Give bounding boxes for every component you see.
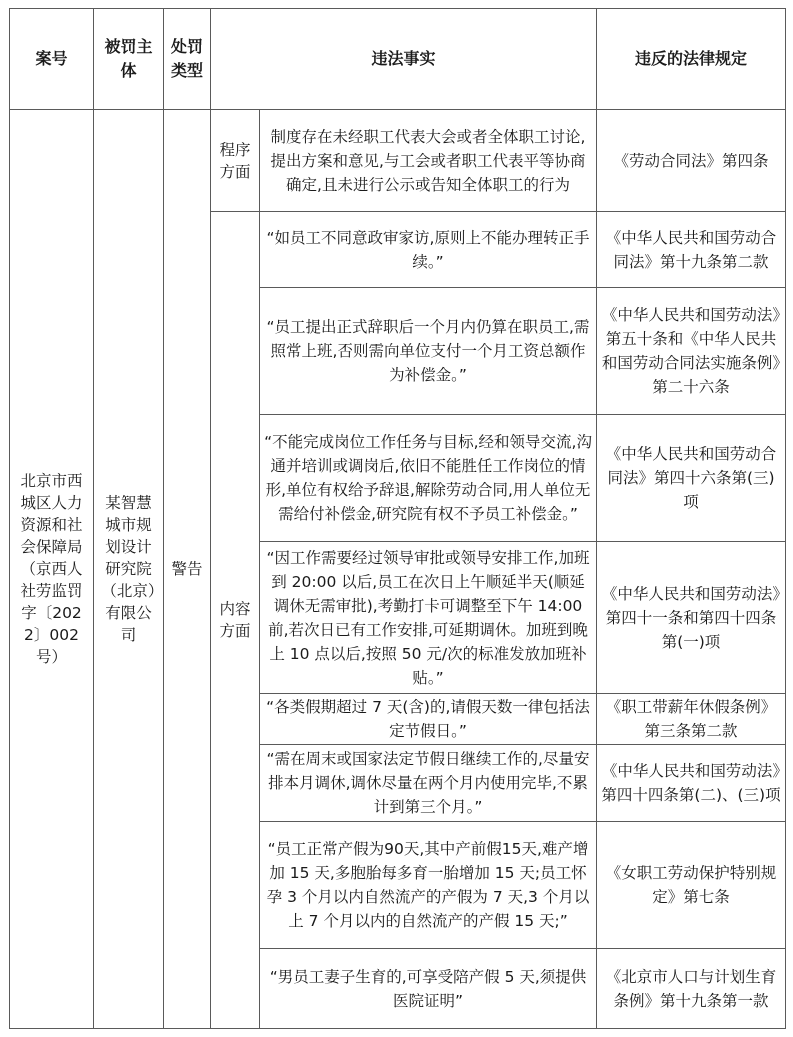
fact-cell: “各类假期超过 7 天(含)的,请假天数一律包括法定节假日。” <box>260 694 597 745</box>
penalty-table <box>9 8 786 1029</box>
category-content: 内容方面 <box>211 212 260 1029</box>
header-punishment-type: 处罚类型 <box>164 9 211 110</box>
case-number-cell: 北京市西城区人力资源和社会保障局（京西人社劳监罚字〔2022〕002号） <box>10 110 94 1029</box>
fact-cell: “不能完成岗位工作任务与目标,经和领导交流,沟通并培训或调岗后,依旧不能胜任工作岗位的情形,单位有权给予辞退,解除劳动合同,用人单位无需给付补偿金,研究院有权不予员工补偿金。” <box>260 415 597 542</box>
law-cell: 《劳动合同法》第四条 <box>597 110 786 212</box>
law-cell: 《中华人民共和国劳动法》第四十一条和第四十四条第(一)项 <box>597 542 786 694</box>
header-row <box>10 9 786 110</box>
fact-cell: “需在周末或国家法定节假日继续工作的,尽量安排本月调休,调休尽量在两个月内使用完毕,不累计到第三个月。” <box>260 745 597 822</box>
fact-cell: “员工正常产假为90天,其中产前假15天,难产增加 15 天,多胞胎每多育一胎增加 15 天;员工怀孕 3 个月以内自然流产的产假为 7 天,3 个月以上 7 个月以内的自然流产的产假 15 天;” <box>260 822 597 949</box>
fact-cell: “因工作需要经过领导审批或领导安排工作,加班到 20:00 以后,员工在次日上午顺延半天(顺延调休无需审批),考勤打卡可调整至下午 14:00 前,若次日已有工作安排,可延期调休。加班到晚上 10 点以后,按照 50 元/次的标准发放加班补贴。” <box>260 542 597 694</box>
table-row <box>10 110 786 212</box>
fact-cell: “如员工不同意政审家访,原则上不能办理转正手续。” <box>260 212 597 288</box>
category-procedure: 程序方面 <box>211 110 260 212</box>
law-cell: 《中华人民共和国劳动法》第四十四条第(二)、(三)项 <box>597 745 786 822</box>
law-cell: 《女职工劳动保护特别规定》第七条 <box>597 822 786 949</box>
law-cell: 《职工带薪年休假条例》第三条第二款 <box>597 694 786 745</box>
law-cell: 《中华人民共和国劳动法》第五十条和《中华人民共和国劳动合同法实施条例》第二十六条 <box>597 288 786 415</box>
fact-cell: 制度存在未经职工代表大会或者全体职工讨论,提出方案和意见,与工会或者职工代表平等协商确定,且未进行公示或告知全体职工的行为 <box>260 110 597 212</box>
law-cell: 《北京市人口与计划生育条例》第十九条第一款 <box>597 949 786 1029</box>
law-cell: 《中华人民共和国劳动合同法》第四十六条第(三)项 <box>597 415 786 542</box>
header-facts: 违法事实 <box>211 9 597 110</box>
header-law: 违反的法律规定 <box>597 9 786 110</box>
header-case-no: 案号 <box>10 9 94 110</box>
punishment-type-cell: 警告 <box>164 110 211 1029</box>
header-subject: 被罚主体 <box>94 9 164 110</box>
subject-cell: 某智慧城市规划设计研究院（北京）有限公司 <box>94 110 164 1029</box>
law-cell: 《中华人民共和国劳动合同法》第十九条第二款 <box>597 212 786 288</box>
fact-cell: “男员工妻子生育的,可享受陪产假 5 天,须提供医院证明” <box>260 949 597 1029</box>
fact-cell: “员工提出正式辞职后一个月内仍算在职员工,需照常上班,否则需向单位支付一个月工资总额作为补偿金。” <box>260 288 597 415</box>
